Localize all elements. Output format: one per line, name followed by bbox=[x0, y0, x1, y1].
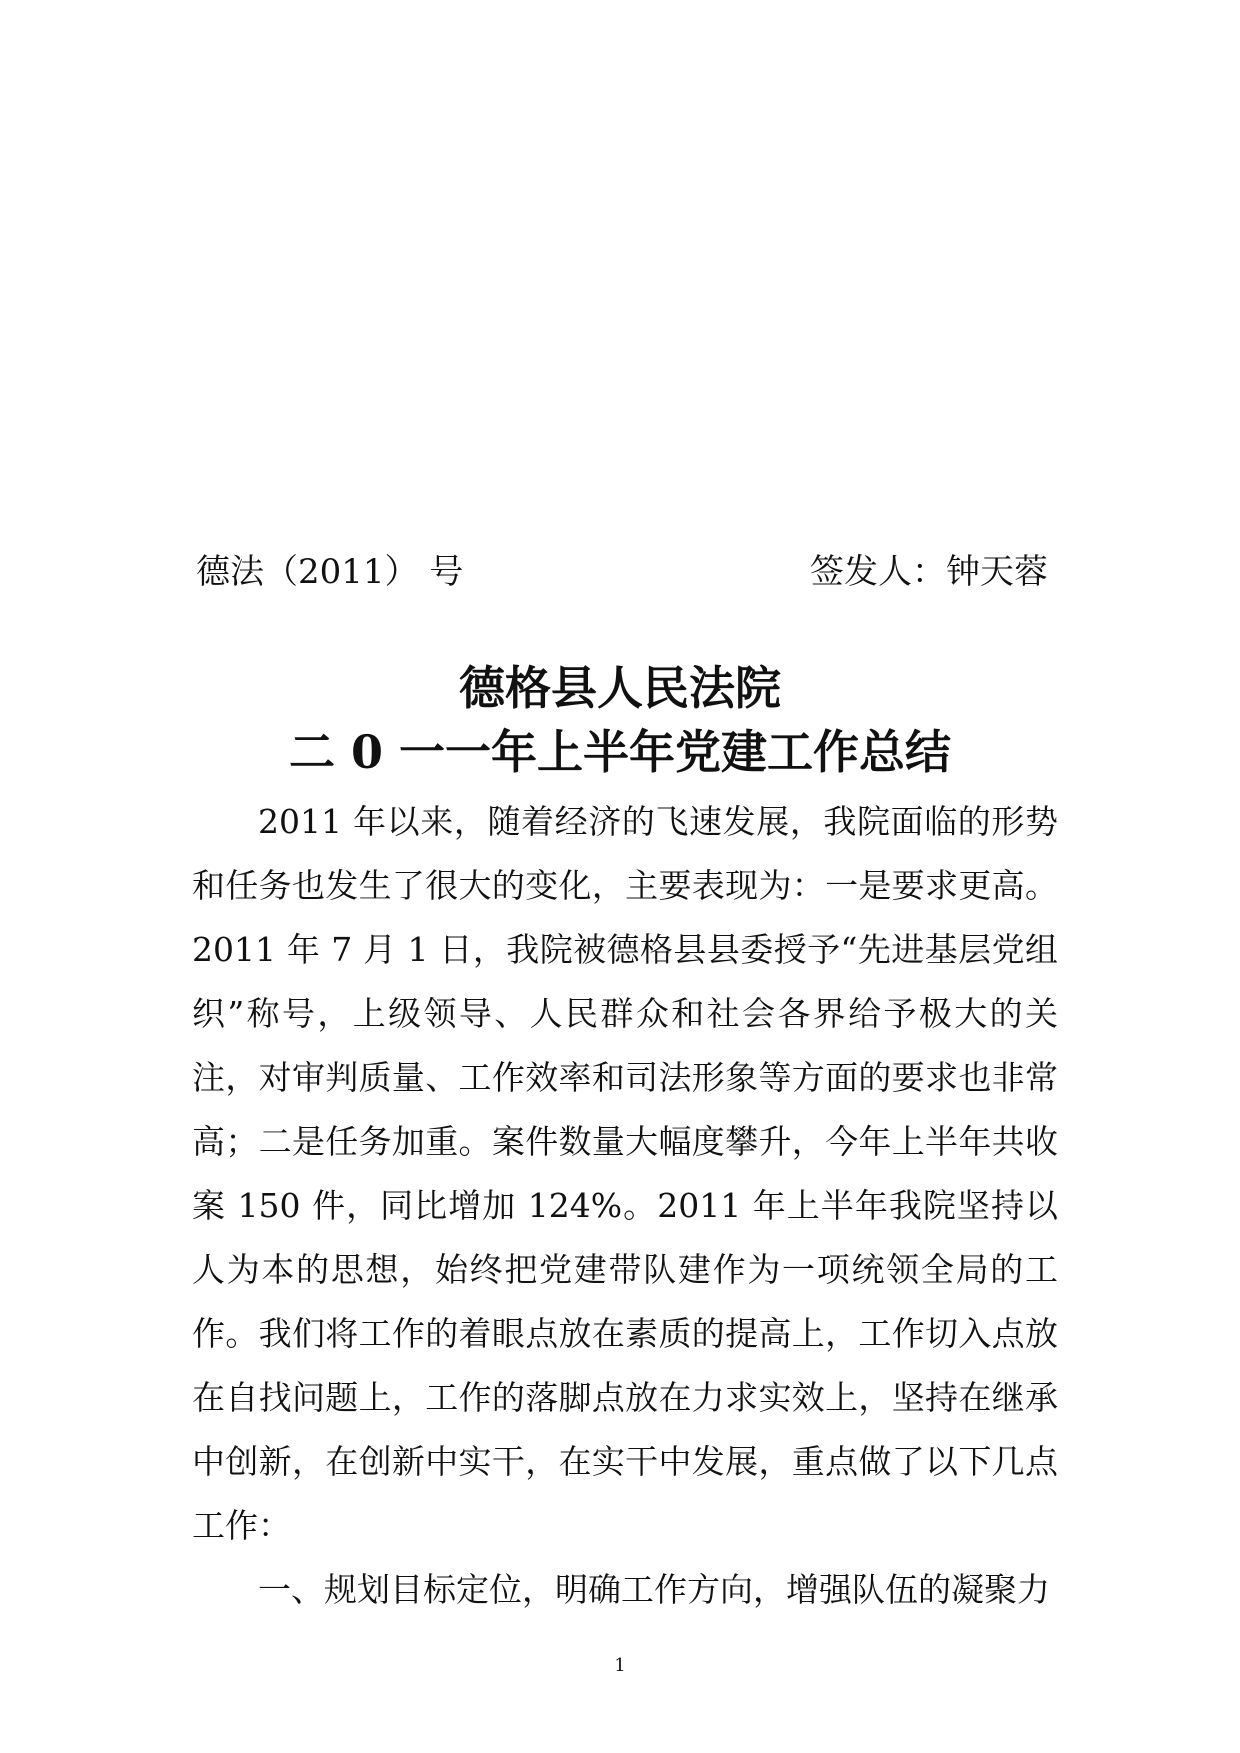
document-title-line2: 二 0 一一年上半年党建工作总结 bbox=[288, 725, 952, 779]
document-body bbox=[192, 790, 1058, 1622]
document-header bbox=[196, 546, 1048, 598]
document-number: 德法（2011） 号 bbox=[196, 552, 464, 592]
page-number: 1 bbox=[614, 1655, 626, 1676]
issuer: 签发人：钟天蓉 bbox=[810, 552, 1048, 592]
section-heading-1: 一、规划目标定位，明确工作方向，增强队伍的凝聚力 bbox=[258, 1570, 1050, 1609]
document-title-line1: 德格县人民法院 bbox=[459, 661, 781, 715]
intro-paragraph: 2011 年以来，随着经济的飞速发展，我院面临的形势和任务也发生了很大的变化，主要表现为：一是要求更高。2011 年 7 月 1 日，我院被德格县县委授予“先进基层党组织”称号，上级领导、人民群众和社会各界给予极大的关注，对审判质量、工作效率和司法形象等方面的要求也非常高；二是任务加重。案件数量大幅度攀升，今年上半年共收案 150 件，同比增加 124%。2011 年上半年我院坚持以人为本的思想，始终把党建带队建作为一项统领全局的工作。我们将工作的着眼点放在素质的提高上，工作切入点放在自找问题上，工作的落脚点放在力求实效上，坚持在继承中创新，在创新中实干，在实干中发展，重点做了以下几点工作： bbox=[192, 802, 1058, 1545]
